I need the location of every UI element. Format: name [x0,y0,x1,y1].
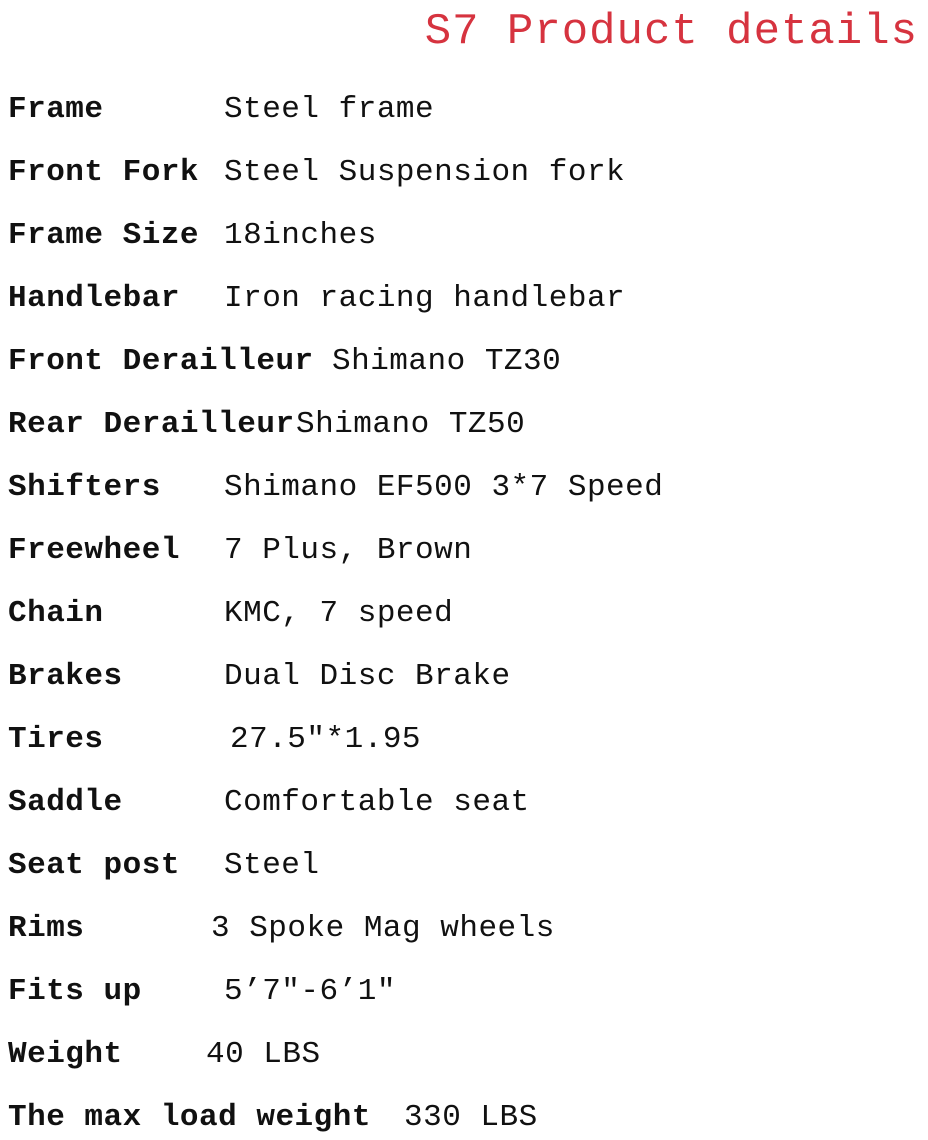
spec-label: Saddle [8,785,123,820]
spec-label: Rims [8,911,85,946]
spec-value: 7 Plus, Brown [224,533,473,568]
spec-row-rear-derailleur [8,403,923,447]
spec-value: Dual Disc Brake [224,659,511,694]
spec-label: Brakes [8,659,123,694]
spec-value: Shimano EF500 3*7 Speed [224,470,664,505]
spec-row-chain [8,592,923,636]
spec-value: 27.5″*1.95 [230,722,422,757]
spec-row-shifters [8,466,923,510]
spec-label: Handlebar [8,281,180,316]
spec-value: 3 Spoke Mag wheels [211,911,555,946]
spec-row-front-fork [8,151,923,195]
spec-label: Frame [8,92,104,127]
spec-value: Iron racing handlebar [224,281,626,316]
spec-label: Seat post [8,848,180,883]
spec-row-frame [8,88,923,132]
spec-label: Tires [8,722,104,757]
spec-value: 18inches [224,218,377,253]
spec-row-front-derailleur [8,340,923,384]
spec-value: 5’7″-6’1″ [224,974,396,1009]
spec-value: KMC, 7 speed [224,596,454,631]
spec-label: The max load weight [8,1100,371,1135]
spec-value: 40 LBS [206,1037,321,1072]
spec-row-handlebar [8,277,923,321]
spec-value: Steel frame [224,92,435,127]
spec-label: Weight [8,1037,123,1072]
spec-row-frame-size [8,214,923,258]
page-title: S7 Product details [424,7,918,57]
spec-row-rims [8,907,923,951]
spec-row-max-load-weight [8,1096,923,1140]
spec-value: Shimano TZ50 [296,407,526,442]
spec-label: Shifters [8,470,161,505]
spec-value: Shimano TZ30 [332,344,562,379]
spec-label: Front Fork [8,155,200,190]
spec-value: Steel Suspension fork [224,155,626,190]
spec-label: Chain [8,596,104,631]
spec-row-tires [8,718,923,762]
spec-value: Comfortable seat [224,785,530,820]
spec-value: Steel [224,848,320,883]
spec-row-brakes [8,655,923,699]
spec-row-saddle [8,781,923,825]
spec-row-fits-up [8,970,923,1014]
spec-label: Frame Size [8,218,200,253]
spec-label: Rear Derailleur [8,407,295,442]
spec-label: Front Derailleur [8,344,314,379]
spec-row-seat-post [8,844,923,888]
spec-label: Fits up [8,974,142,1009]
spec-label: Freewheel [8,533,180,568]
spec-value: 330 LBS [404,1100,538,1135]
spec-row-weight [8,1033,923,1077]
spec-row-freewheel [8,529,923,573]
